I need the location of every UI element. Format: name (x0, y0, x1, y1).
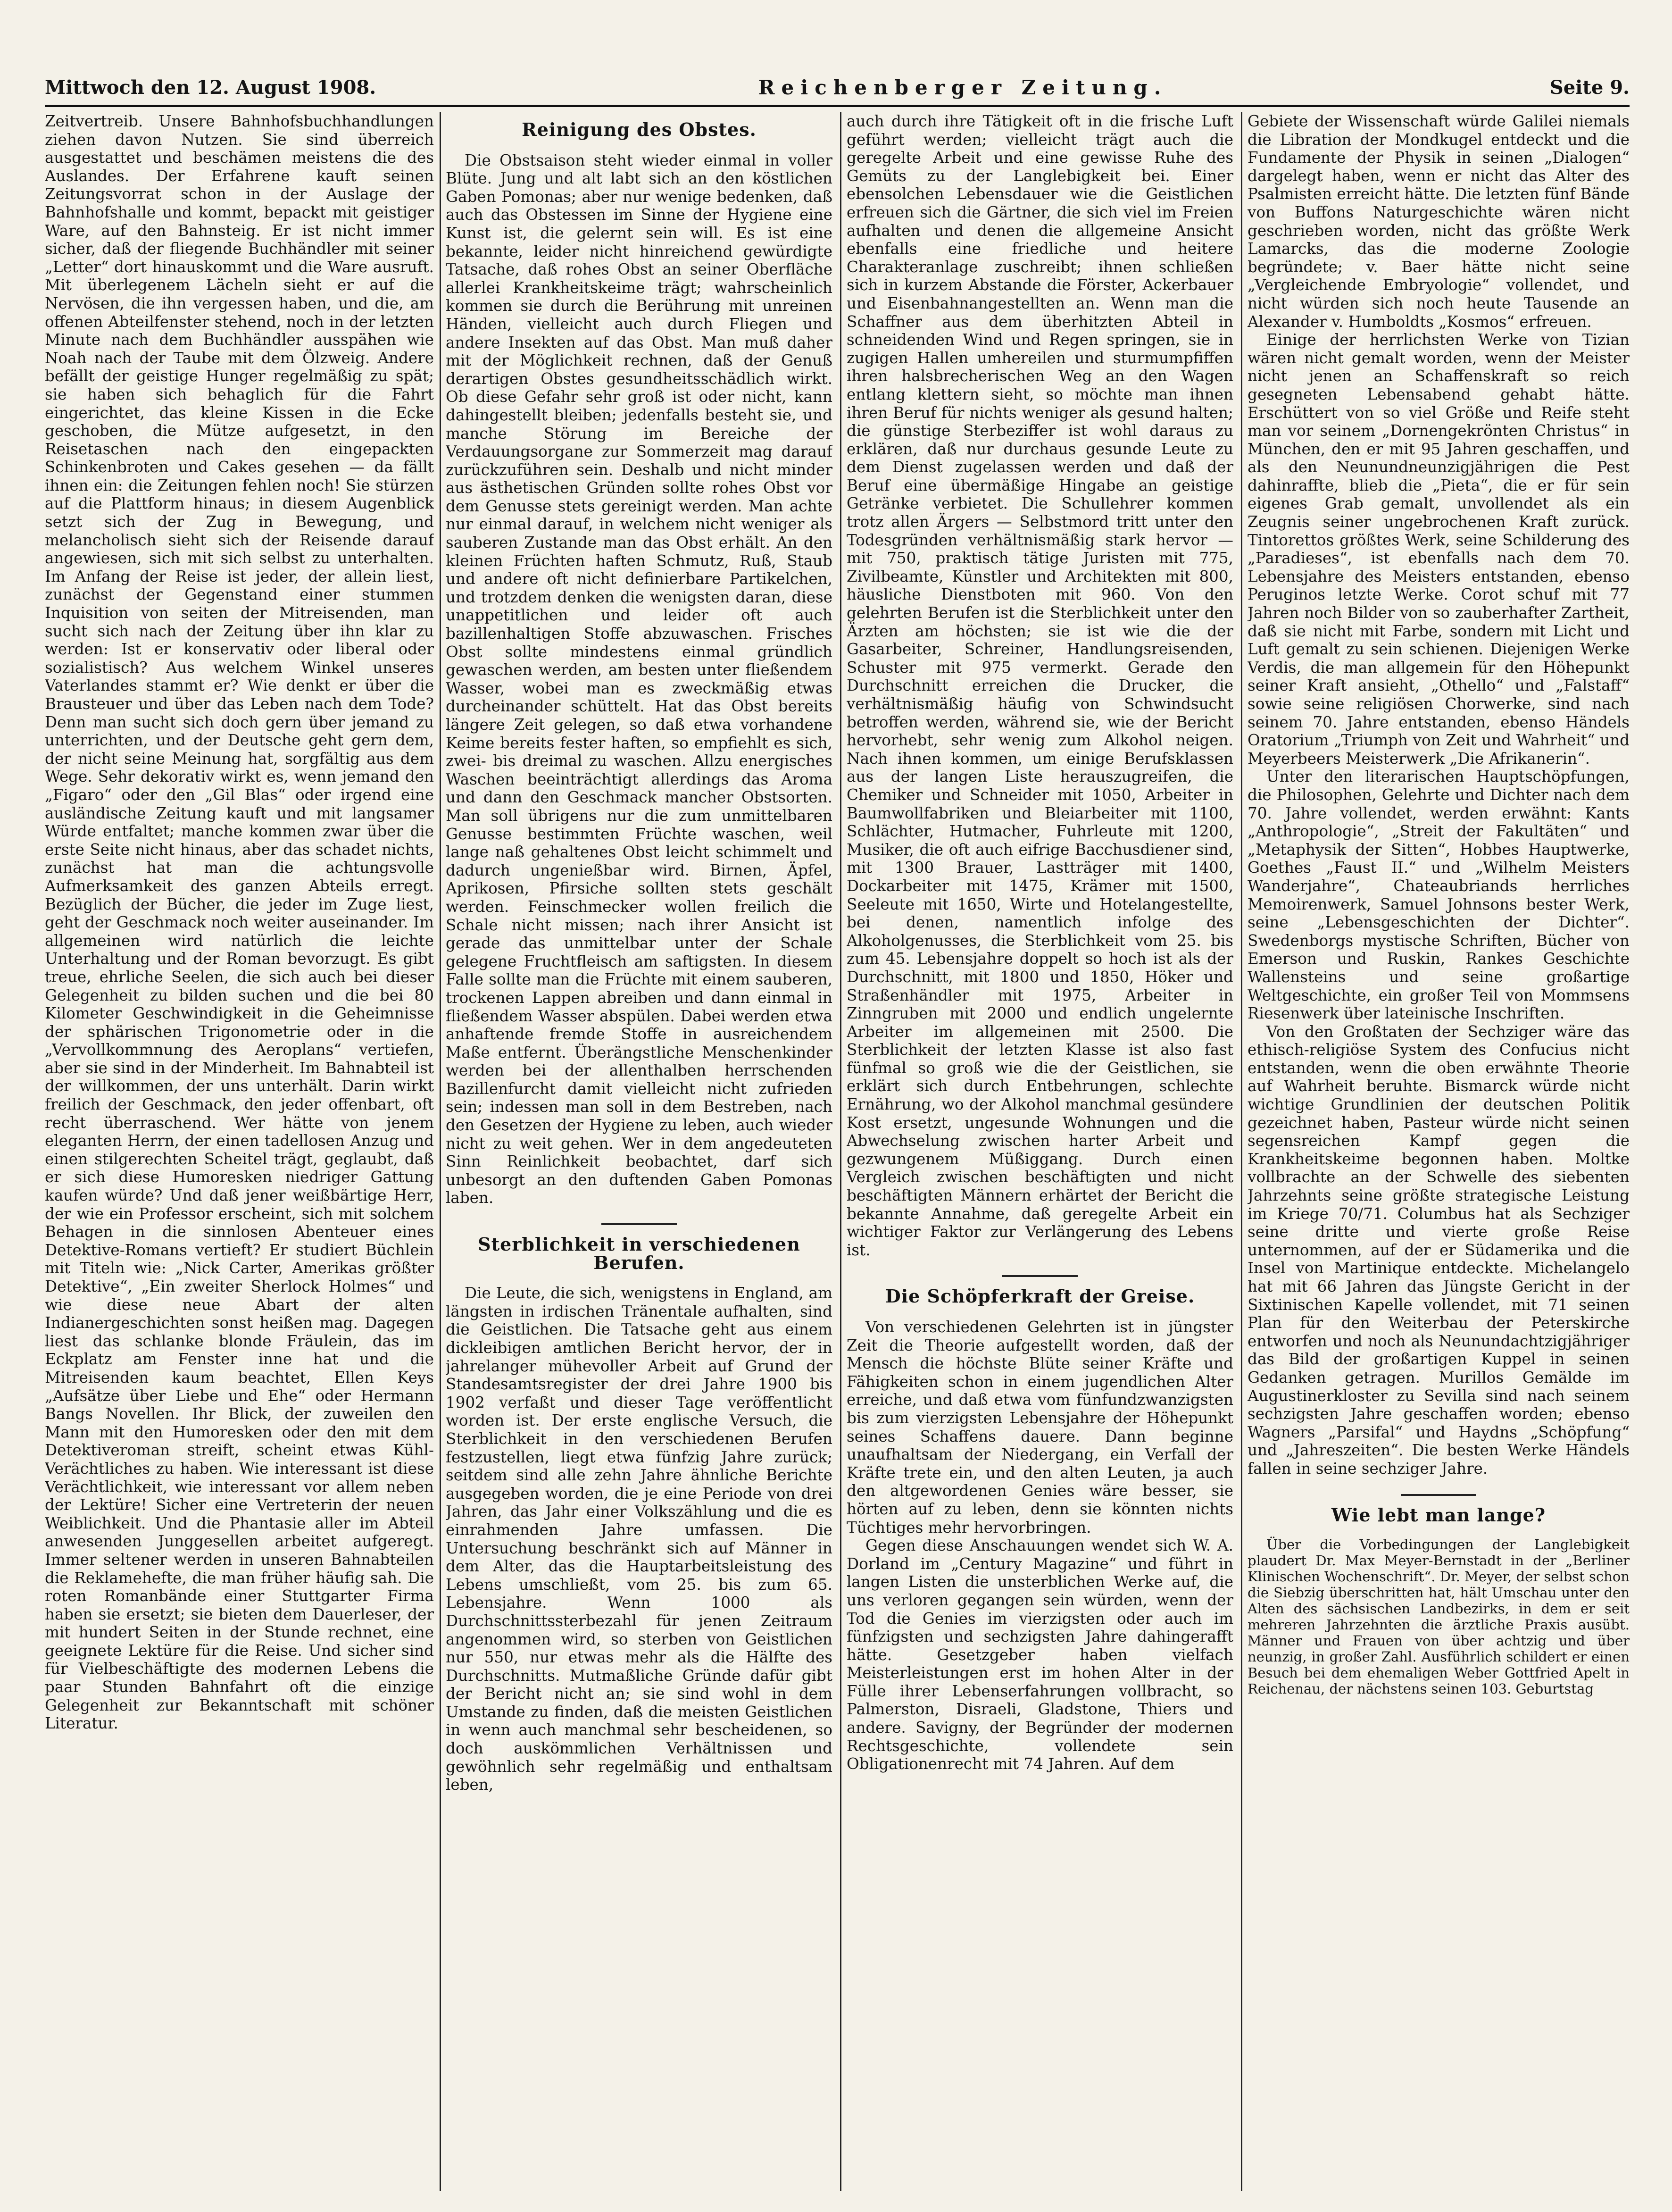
newspaper-title: Reichenberger Zeitung. (758, 75, 1168, 99)
article-paragraph: Die Obstsaison steht wieder einmal in voller Blüte. Jung und alt labt sich an den köstlichen Gaben Pomonas; aber nur wenige bedenken, daß auch das Obstessen im Sinne der Hygiene eine Kunst ist, die gelernt sein will. Es ist eine bekannte, leider nicht hinreichend gewürdigte Tatsache, daß rohes Obst an seiner Oberfläche allerlei Krankheitskeime trägt; wahrscheinlich kommen sie durch die Berührung mit unreinen Händen, vielleicht auch durch Fliegen und andere Insekten auf das Obst. Man muß daher mit der Möglichkeit rechnen, daß der Genuß derartigen Obstes gesundheitsschädlich wirkt. Ob diese Gefahr sehr groß ist oder nicht, kann dahingestellt bleiben; jedenfalls besteht sie, und manche Störung im Bereiche der Verdauungsorgane zur Sommerzeit mag darauf zurückzuführen sein. Deshalb und nicht minder aus ästhetischen Gründen sollte rohes Obst vor dem Genusse stets gereinigt werden. Man achte nur einmal darauf, in welchem nicht weniger als sauberen Zustande man das Obst erhält. An den kleinen Früchten haften Schmutz, Ruß, Staub und andere oft nicht definierbare Partikelchen, und trotzdem denken die wenigsten daran, diese unappetitlichen und leider oft auch bazillenhaltigen Stoffe abzuwaschen. Frisches Obst sollte mindestens einmal gründlich gewaschen werden, am besten unter fließendem Wasser, wobei man es zweckmäßig etwas durcheinander schüttelt. Hat das Obst bereits längere Zeit gelegen, so daß etwa vorhandene Keime bereits fester haften, so empfiehlt es sich, zwei- bis dreimal zu waschen. Allzu energisches Waschen beeinträchtigt allerdings das Aroma und dann den Geschmack mancher Obstsorten. Man soll übrigens nur die zum unmittelbaren Genusse bestimmten Früchte waschen, weil lange naß gehaltenes Obst leicht schimmelt und dadurch ungenießbar wird. Birnen, Äpfel, Aprikosen, Pfirsiche sollten stets geschält werden. Feinschmecker wollen freilich die Schale nicht missen; nach ihrer Ansicht ist gerade das unmittelbar unter der Schale gelegene Fruchtfleisch am saftigsten. In diesem Falle sollte man die Früchte mit einem sauberen, trockenen Lappen abreiben und dann einmal in fließendem Wasser abspülen. Dabei werden etwa anhaftende fremde Stoffe in ausreichendem Maße entfernt. Überängstliche Menschenkinder werden bei der allenthalben herrschenden Bazillenfurcht damit vielleicht nicht zufrieden sein; indessen man soll in dem Bestreben, nach den Gesetzen der Hygiene zu leben, auch wieder nicht zu weit gehen. Wer in dem angedeuteten Sinn Reinlichkeit beobachtet, darf sich unbesorgt an den duftenden Gaben Pomonas laben. (446, 151, 832, 1207)
column-4 (1248, 112, 1630, 2193)
column-2 (446, 112, 832, 2193)
article-paragraph: Gegen diese Anschauungen wendet sich W. A. Dorland im „Century Magazine“ und führt in langen Listen die unsterblichen Werke auf, die uns verloren gegangen sein würden, wenn der Tod die Genies im vierzigsten oder auch im fünfzigsten und sechzigsten Jahre dahingerafft hätte. Gesetzgeber haben vielfach Meisterleistungen erst im hohen Alter in der Fülle ihrer Lebenserfahrungen vollbracht, so Palmerston, Disraeli, Gladstone, Thiers und andere. Savigny, der Begründer der modernen Rechtsgeschichte, vollendete sein Obligationenrecht mit 74 Jahren. Auf dem (847, 1536, 1233, 1773)
article-paragraph: Zeitvertreib. Unsere Bahnhofsbuchhandlungen ziehen davon Nutzen. Sie sind überreich ausgestattet und beschämen meistens die des Auslandes. Der Erfahrene kauft seinen Zeitungsvorrat schon in der Auslage der Bahnhofshalle und kommt, bepackt mit geistiger Ware, auf den Bahnsteig. Er ist nicht immer sicher, daß der fliegende Buchhändler mit seiner „Letter“ dort hinauskommt und die Ware ausruft. Mit überlegenem Lächeln sieht er auf die Nervösen, die ihn vergessen haben, und die, am offenen Abteilfenster stehend, noch in der letzten Minute nach dem Buchhändler ausspähen wie Noah nach der Taube mit dem Ölzweig. Andere befällt der geistige Hunger regelmäßig zu spät; sie haben sich behaglich für die Fahrt eingerichtet, das kleine Kissen in die Ecke geschoben, die Mütze aufgesetzt, in den Reisetaschen nach den eingepackten Schinkenbroten und Cakes gesehen — da fällt ihnen ein: die Zeitungen fehlen noch! Sie stürzen auf die Plattform hinaus; in diesem Augenblick setzt sich der Zug in Bewegung, und melancholisch sieht sich der Reisende darauf angewiesen, sich mit sich selbst zu unterhalten. Im Anfang der Reise ist jeder, der allein liest, zunächst der Gegenstand einer stummen Inquisition von seiten der Mitreisenden, man sucht sich nach der Zeitung über ihn klar zu werden: Ist er konservativ oder liberal oder sozialistisch? Aus welchem Winkel unseres Vaterlandes stammt er? Wie denkt er über die Brausteuer und über das Leben nach dem Tode? Denn man sucht sich doch gern über jemand zu unterrichten, und der Deutsche geht gern dem, der nicht seine Meinung hat, sorgfältig aus dem Wege. Sehr dekorativ wirkt es, wenn jemand den „Figaro“ oder den „Gil Blas“ oder irgend eine ausländische Zeitung kauft und mit langsamer Würde entfaltet; manche kommen zwar über die erste Seite nicht hinaus, aber das schadet nichts, zunächst hat man die achtungsvolle Aufmerksamkeit des ganzen Abteils erregt. Bezüglich der Bücher, die jeder im Zuge liest, geht der Geschmack noch weiter auseinander. Im allgemeinen wird natürlich die leichte Unterhaltung und der Roman bevorzugt. Es gibt treue, ehrliche Seelen, die sich auch bei dieser Gelegenheit zu bilden suchen und die bei 80 Kilometer Geschwindigkeit in die Geheimnisse der sphärischen Trigonometrie oder in die „Vervollkommnung des Aeroplans“ vertiefen, aber sie sind in der Minderheit. Im Bahnabteil ist der willkommen, der uns unterhält. Darin wirkt freilich der Geschmack, den jeder offenbart, oft recht überraschend. Wer hätte von jenem eleganten Herrn, der einen tadellosen Anzug und einen stilgerechten Scheitel trägt, geglaubt, daß er sich diese Humoresken niedriger Gattung kaufen würde? Und daß jener weißbärtige Herr, der wie ein Professor erscheint, sich mit solchem Behagen in die sinnlosen Abenteuer eines Detektive-Romans vertieft? Er studiert Büchlein mit Titeln wie: „Nick Carter, Amerikas größter Detektive“, „Ein zweiter Sherlock Holmes“ und wie diese neue Abart der alten Indianergeschichten sonst heißen mag. Dagegen liest das schlanke blonde Fräulein, das im Eckplatz am Fenster inne hat und die Mitreisenden kaum beachtet, Ellen Keys „Aufsätze über Liebe und Ehe“ oder Hermann Bangs Novellen. Ihr Blick, der zuweilen den Mann mit den Humoresken oder den mit dem Detektiveroman streift, scheint etwas Kühl-Verächtliches zu haben. Wie interessant ist diese Verächtlichkeit, wie interessant vor allem neben der Lektüre! Sicher eine Vertreterin der neuen Weiblichkeit. Und die Phantasie aller im Abteil anwesenden Junggesellen arbeitet aufgeregt. Immer seltener werden in unseren Bahnabteilen die Reklamehefte, die man früher häufig sah. Die roten Romanbände einer Stuttgarter Firma haben sie ersetzt; sie bieten dem Dauerleser, der mit hundert Seiten in der Stunde rechnet, eine geeignete Lektüre für die Reise. Und sicher sind für Vielbeschäftigte des modernen Lebens die paar Stunden Bahnfahrt oft die einzige Gelegenheit zur Bekanntschaft mit schöner Literatur. (45, 112, 434, 1733)
article-paragraph: Einige der herrlichsten Werke von Tizian wären nicht gemalt worden, wenn der Meister nicht jenen an Schaffenskraft so reich gesegneten Lebensabend gehabt hätte. Erschüttert von so viel Größe und Reife steht man vor seinem „Dornengekrönten Christus“ in München, den er mit 95 Jahren geschaffen, und als den Neunundneunzigjährigen die Pest dahinraffte, blieb die „Pieta“, die er für sein eigenes Grab gemalt, unvollendet als ein Zeugnis seiner ungebrochenen Kraft zurück. Tintorettos größtes Werk, seine Schilderung des „Paradieses“, ist ebenfalls nach dem 70. Lebensjahre des Meisters entstanden, ebenso Peruginos letzte Werke. Corot schuf mit 77 Jahren noch Bilder von so zauberhafter Zartheit, daß sie nicht mit Farbe, sondern mit Licht und Luft gemalt zu sein schienen. Diejenigen Werke Verdis, die man allgemein für den Höhepunkt seiner Kraft ansieht, „Othello“ und „Falstaff“ sowie seine religiösen Chorwerke, sind nach seinem 70. Jahre entstanden, ebenso Händels Oratorium „Triumph von Zeit und Wahrheit“ und Meyerbeers Meisterwerk „Die Afrikanerin“. (1248, 331, 1630, 768)
article-separator (601, 1223, 677, 1225)
article-heading-fruit-cleaning: Reinigung des Obstes. (522, 119, 757, 140)
article-heading-creativity-elderly: Die Schöpferkraft der Greise. (885, 1285, 1195, 1307)
masthead-rule (45, 105, 1630, 107)
page-number: Seite 9. (1549, 76, 1630, 99)
article-separator (1002, 1275, 1078, 1277)
article-paragraph: Gebiete der Wissenschaft würde Galilei niemals die Libration der Mondkugel entdeckt und die Fundamente der Physik in seinen „Dialogen“ dargelegt haben, wenn er nicht das Alter des Psalmisten erreicht hätte. Die letzten fünf Bände von Buffons Naturgeschichte wären nicht geschrieben worden, nicht das größte Werk Lamarcks, das die moderne Zoologie begründete; v. Baer hätte nicht seine „Vergleichende Embryologie“ vollendet, und nicht würden sich noch heute Tausende an Alexander v. Humboldts „Kosmos“ erfreuen. (1248, 112, 1630, 331)
issue-date: Mittwoch den 12. August 1908. (45, 76, 376, 99)
column-divider (1241, 112, 1242, 2191)
masthead (45, 75, 1630, 99)
article-paragraph: Von verschiedenen Gelehrten ist in jüngster Zeit die Theorie aufgestellt worden, daß der Mensch die höchste Blüte seiner Kräfte und Fähigkeiten schon in einem jugendlichen Alter erreiche, und daß etwa vom fünfundzwanzigsten bis zum vierzigsten Lebensjahre der Höhepunkt seines Schaffens dauere. Dann beginne unaufhaltsam der Niedergang, ein Verfall der Kräfte trete ein, und den alten Leuten, ja auch den altgewordenen Genies wäre besser, sie hörten auf zu leben, denn sie könnten nichts Tüchtiges mehr hervorbringen. (847, 1318, 1233, 1536)
article-paragraph: Über die Vorbedingungen der Langlebigkeit plaudert Dr. Max Meyer-Bernstadt in der „Berliner Klinischen Wochenschrift“. Dr. Meyer, der selbst schon die Siebzig überschritten hat, hält Umschau unter den Alten des sächsischen Landbezirks, in dem er seit mehreren Jahrzehnten die ärztliche Praxis ausübt. Männer und Frauen von über achtzig und über neunzig, in großer Zahl. Ausführlich schildert er einen Besuch bei dem ehemaligen Weber Gottfried Apelt in Reichenau, der nächstens seinen 103. Geburtstag (1248, 1536, 1630, 1697)
article-paragraph: auch durch ihre Tätigkeit oft in die frische Luft geführt werden; vielleicht trägt auch die geregelte Arbeit und eine gewisse Ruhe des Gemüts zu der Langlebigkeit bei. Einer ebensolchen Lebensdauer wie die Geistlichen erfreuen sich die Gärtner, die sich viel im Freien aufhalten und denen die allgemeine Ansicht ebenfalls eine friedliche und heitere Charakteranlage zuschreibt; ihnen schließen sich in kurzem Abstande die Förster, Ackerbauer und Eisenbahnangestellten an. Wenn man die Schaffner aus dem überhitzten Abteil in schneidenden Wind und Regen springen, sie in zugigen Hallen umhereilen und sturmumpfiffen ihren halsbrecherischen Weg an den Wagen entlang klettern sieht, so möchte man ihnen ihren Beruf für nichts weniger als gesund halten; die günstige Sterbeziffer ist wohl daraus zu erklären, daß nur durchaus gesunde Leute zu dem Dienst zugelassen werden und daß der Beruf eine übermäßige Hingabe an geistige Getränke verbietet. Die Schullehrer kommen trotz allen Ärgers — Selbstmord tritt unter den Todesgründen verhältnismäßig stark hervor — mit 750, praktisch tätige Juristen mit 775, Zivilbeamte, Künstler und Architekten mit 800, häusliche Dienstboten mit 960. Von den gelehrten Berufen ist die Sterblichkeit unter den Ärzten am höchsten; sie ist wie die der Gasarbeiter, Schreiner, Handlungsreisenden, Schuster mit 975 vermerkt. Gerade den Durchschnitt erreichen die Drucker, die verhältnismäßig häufig von Schwindsucht betroffen werden, während sie, wie der Bericht hervorhebt, sehr wenig zum Alkohol neigen. Nach ihnen kommen, um einige Berufsklassen aus der langen Liste herauszugreifen, die Chemiker und Schneider mit 1050, Arbeiter in Baumwollfabriken und Bleiarbeiter mit 1100, Schlächter, Hutmacher, Fuhrleute mit 1200, Musiker, die oft auch eifrige Bacchusdiener sind, mit 1300 Brauer, Lastträger mit 1400, Dockarbeiter mit 1475, Krämer mit 1500, Seeleute mit 1650, Wirte und Hotelangestellte, bei denen, namentlich infolge des Alkoholgenusses, die Sterblichkeit vom 25. bis zum 45. Lebensjahre doppelt so hoch ist als der Durchschnitt, mit 1800 und 1850, Höker und Straßenhändler mit 1975, Arbeiter in Zinngruben mit 2000 und endlich ungelernte Arbeiter im allgemeinen mit 2500. Die Sterblichkeit der letzten Klasse ist also fast fünfmal so groß wie die der Geistlichen, sie erklärt sich durch Entbehrungen, schlechte Ernährung, wo der Alkohol manchmal gesündere Kost ersetzt, ungesunde Wohnungen und die Abwechselung zwischen harter Arbeit und gezwungenem Müßiggang. Durch einen Vergleich zwischen beschäftigten und nicht beschäftigten Männern erhärtet der Bericht die bekannte Annahme, daß geregelte Arbeit ein wichtiger Faktor zur Verlängerung des Lebens ist. (847, 112, 1233, 1259)
article-separator (1401, 1494, 1476, 1496)
article-paragraph: Die Leute, die sich, wenigstens in England, am längsten in irdischen Tränentale aufhalten, sind die Geistlichen. Die Tatsache geht aus einem dickleibigen amtlichen Bericht hervor, der in jahrelanger mühevoller Arbeit auf Grund der Standesamtsregister der drei Jahre 1900 bis 1902 verfaßt und dieser Tage veröffentlicht worden ist. Der erste englische Versuch, die Sterblichkeit in den verschiedenen Berufen festzustellen, liegt etwa fünfzig Jahre zurück; seitdem sind alle zehn Jahre ähnliche Berichte ausgegeben worden, die je eine Periode von drei Jahren, das Jahr einer Volkszählung und die es einrahmenden Jahre umfassen. Die Untersuchung beschränkt sich auf Männer in dem Alter, das die Hauptarbeitsleistung des Lebens umschließt, vom 25. bis zum 65. Lebensjahre. Wenn 1000 als Durchschnittssterbezahl für jenen Zeitraum angenommen wird, so sterben von Geistlichen nur 550, nur etwas mehr als die Hälfte des Durchschnitts. Mutmaßliche Gründe dafür gibt der Bericht nicht an; sie sind wohl in dem Umstande zu finden, daß die meisten Geistlichen in wenn auch manchmal sehr bescheidenen, so doch auskömmlichen Verhältnissen und gewöhnlich sehr regelmäßig und enthaltsam leben, (446, 1284, 832, 1794)
article-paragraph: Von den Großtaten der Sechziger wäre das ethisch-religiöse System des Confucius nicht entstanden, wenn die oben erwähnte Theorie auf Wahrheit beruhte. Bismarck würde nicht wichtige Grundlinien der deutschen Politik gezeichnet haben, Pasteur würde nicht seinen segensreichen Kampf gegen die Krankheitskeime begonnen haben. Moltke vollbrachte an der Schwelle des siebenten Jahrzehnts seine größte strategische Leistung im Kriege 70/71. Columbus hat als Sechziger seine dritte und vierte große Reise unternommen, auf der er Südamerika und die Insel von Martinique entdeckte. Michelangelo hat mit 66 Jahren das Jüngste Gericht in der Sixtinischen Kapelle vollendet, mit 71 seinen Plan für den Weiterbau der Peterskirche entworfen und noch als Neunundachtzigjähriger das Bild der großartigen Kuppel in seinen Gedanken getragen. Murillos Gemälde im Augustinerkloster zu Sevilla sind nach seinem sechzigsten Jahre geschaffen worden; ebenso Wagners „Parsifal“ und Haydns „Schöpfung“ und „Jahreszeiten“. Die besten Werke Händels fallen in seine sechziger Jahre. (1248, 1022, 1630, 1477)
article-paragraph: Unter den literarischen Hauptschöpfungen, die Philosophen, Gelehrte und Dichter nach dem 70. Jahre vollendet, werden erwähnt: Kants „Anthropologie“, „Streit der Fakultäten“ und „Metaphysik der Sitten“, Hobbes Hauptwerke, Goethes „Faust II.“ und „Wilhelm Meisters Wanderjahre“, Chateaubriands herrliches Memoirenwerk, Samuel Johnsons bester Werk, seine „Lebensgeschichten der Dichter“. Swedenborgs mystische Schriften, Bücher von Emerson und Ruskin, Rankes Geschichte Wallensteins und seine großartige Weltgeschichte, ein großer Teil von Mommsens Riesenwerk über lateinische Inschriften. (1248, 768, 1630, 1023)
article-heading-long-life: Wie lebt man lange? (1331, 1504, 1546, 1526)
column-divider (840, 112, 841, 2191)
column-1 (45, 112, 434, 2193)
article-heading-mortality: Sterblichkeit in verschiedenen Berufen. (478, 1234, 800, 1273)
column-divider (440, 112, 441, 2191)
column-3 (847, 112, 1233, 2193)
